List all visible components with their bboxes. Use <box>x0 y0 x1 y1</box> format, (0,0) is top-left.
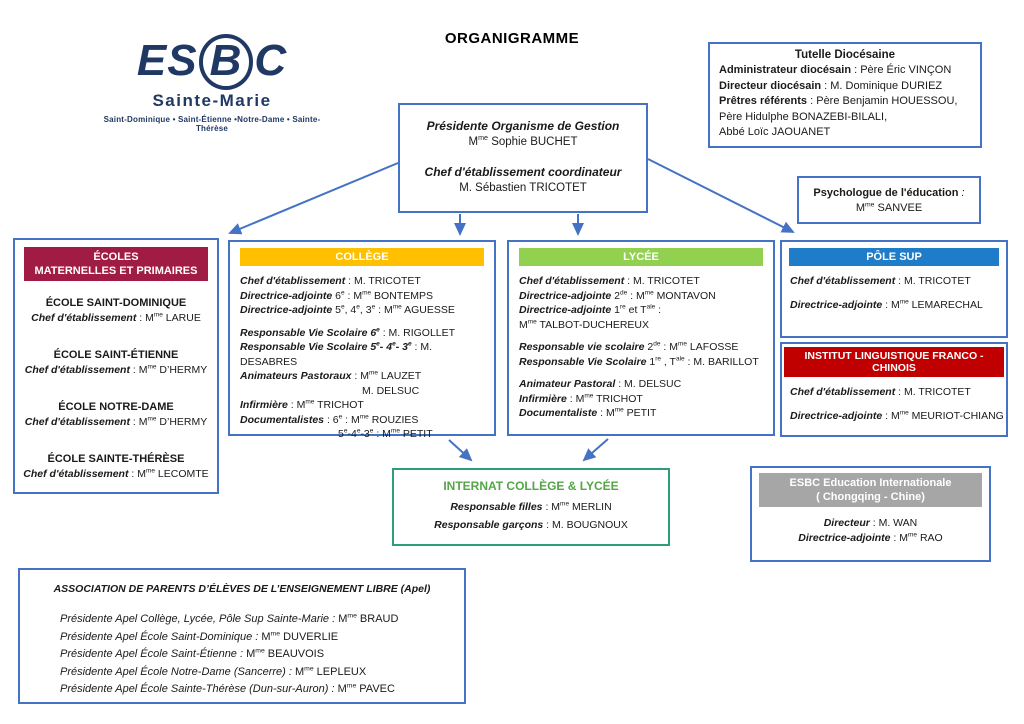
chef-coordinateur-role: Chef d'établissement coordinateur <box>424 165 622 179</box>
apel-title: ASSOCIATION DE PARENTS D’ÉLÈVES DE L’ENSEIGNEMENT LIBRE (Apel) <box>53 583 431 595</box>
ecoles-list <box>15 285 217 482</box>
logo-sainte-marie: Sainte-Marie <box>152 91 272 111</box>
connector-college-to-internat <box>449 440 471 460</box>
school-sainte-therese: ÉCOLE SAINTE-THÉRÈSE Chef d'établissement : $M^{me}$ LECOMTE <box>23 453 209 480</box>
tutelle-title: Tutelle Diocésaine <box>794 49 896 61</box>
internat-box: INTERNAT COLLÈGE & LYCÉE Responsable filles : $M^{me}$ MERLIN Responsable garçons : M. BOUGNOUX <box>392 468 670 546</box>
tutelle-line: Directeur diocésain : M. Dominique DURIEZ <box>719 79 943 92</box>
ecoles-header: ÉCOLES MATERNELLES ET PRIMAIRES <box>24 247 208 281</box>
logo-es: ES <box>136 36 198 85</box>
presidente-name: $M^{me}$ Sophie BUCHET <box>468 134 578 148</box>
psychologue-name: $M^{me}$ SANVEE <box>855 201 923 214</box>
lycee-box <box>507 240 775 436</box>
school-notre-dame: ÉCOLE NOTRE-DAME Chef d'établissement : $M^{me}$ D’HERMY <box>24 401 208 428</box>
college-box <box>228 240 496 440</box>
institut-box: INSTITUT LINGUISTIQUE FRANCO -CHINOIS Chef d'établissement : M. TRICOTET Directrice-adjointe : $M^{me}$ MEURIOT-CHIANG <box>780 342 1008 437</box>
logo-c: C <box>254 36 288 85</box>
tutelle-line: Abbé Loïc JAOUANET <box>719 126 831 138</box>
college-body: Chef d'établissement : M. TRICOTET Directrice-adjointe 6e : $M^{me}$ BONTEMPS Directrice-adjointe 5e, 4e, 3e : $M^{me}$ AGUESSE Responsable Vie Scolaire 6e : M. RIGOLLET Responsable Vie Scolaire 5e- 4e- 3e : M. DESABRES Animateurs Pastoraux : $M^{me}$ LAUZET M. DELSUC Infirmière : $M^{me}$ TRICHOT Documentalistes : 6e : $M^{me}$ ROUZIES 5e-4e-3e : $M^{me}$ PETIT <box>240 275 456 440</box>
pole-sup-box: PÔLE SUP Chef d'établissement : M. TRICOTET Directrice-adjointe : $M^{me}$ LEMARECHAL <box>780 240 1008 338</box>
connector-direction-to-polesup <box>648 159 793 232</box>
presidente-role: Présidente Organisme de Gestion <box>426 119 620 133</box>
direction-box <box>398 103 648 213</box>
tutelle-diocesaine-box <box>708 42 982 148</box>
connector-lycee-to-internat <box>584 439 608 460</box>
lycee-header: LYCÉE <box>519 248 763 266</box>
ecoles-box <box>13 238 219 494</box>
apel-box: ASSOCIATION DE PARENTS D’ÉLÈVES DE L’ENSEIGNEMENT LIBRE (Apel) Présidente Apel Collège, Lycée, Pôle Sup Sainte-Marie : $M^{me}$ BRAUD Présidente Apel École Saint-Dominique : $M^{me}$ DUVERLIE Présidente Apel École Saint-Étienne : $M^{me}$ BEAUVOIS Présidente Apel École Notre-Dame (Sancerre) : $M^{me}$ LEPLEUX Présidente Apel École Sainte-Thérèse (Dun-sur-Auron) : $M^{me}$ PAVEC <box>18 568 466 704</box>
spacer <box>400 150 646 164</box>
chef-coordinateur-name: M. Sébastien TRICOTET <box>459 182 587 194</box>
page-title: ORGANIGRAMME <box>444 30 580 47</box>
logo-b-circle: B <box>199 34 254 90</box>
pole-sup-header: PÔLE SUP <box>789 248 999 266</box>
psychologue-box <box>797 176 981 224</box>
tutelle-line: Prêtres référents : Père Benjamin HOUESSOU, <box>719 95 958 107</box>
international-box: ESBC Education Internationale ( Chongqing - Chine) Directeur : M. WAN Directrice-adjointe : $M^{me}$ RAO <box>750 466 991 562</box>
international-header: ESBC Education Internationale ( Chongqing - Chine) <box>759 473 982 507</box>
tutelle-line: Père Hidulphe BONAZEBI-BILALI, <box>719 110 888 123</box>
college-header: COLLÈGE <box>240 248 484 266</box>
connector-direction-to-ecoles <box>230 163 398 233</box>
logo-tagline: Saint-Dominique • Saint-Étienne •Notre-Dame • Sainte-Thérèse <box>103 115 321 134</box>
institut-header: INSTITUT LINGUISTIQUE FRANCO -CHINOIS <box>784 347 1004 377</box>
tutelle-line: Administrateur diocésain : Père Éric VINÇON <box>719 64 952 76</box>
esbc-logo <box>92 34 332 133</box>
lycee-body: Chef d'établissement : M. TRICOTET Directrice-adjointe 2de : $M^{me}$ MONTAVON Directrice-adjointe 1re et $T^{ale}$ : $M^{me}$ TALBOT-DUCHEREUX Responsable vie scolaire 2de : $M^{me}$ LAFOSSE Responsable Vie Scolaire 1re , $T^{ale}$ : M. BARILLOT Animateur Pastoral : M. DELSUC Infirmière : $M^{me}$ TRICHOT Documentaliste : $M^{me}$ PETIT <box>519 275 759 419</box>
internat-title: INTERNAT COLLÈGE & LYCÉE <box>443 479 619 493</box>
psychologue-role: Psychologue de l'éducation : <box>813 187 965 199</box>
school-saint-etienne: ÉCOLE SAINT-ÉTIENNE Chef d'établissement : $M^{me}$ D’HERMY <box>24 349 208 376</box>
school-saint-dominique: ÉCOLE SAINT-DOMINIQUE Chef d'établissement : $M^{me}$ LARUE <box>31 297 201 324</box>
